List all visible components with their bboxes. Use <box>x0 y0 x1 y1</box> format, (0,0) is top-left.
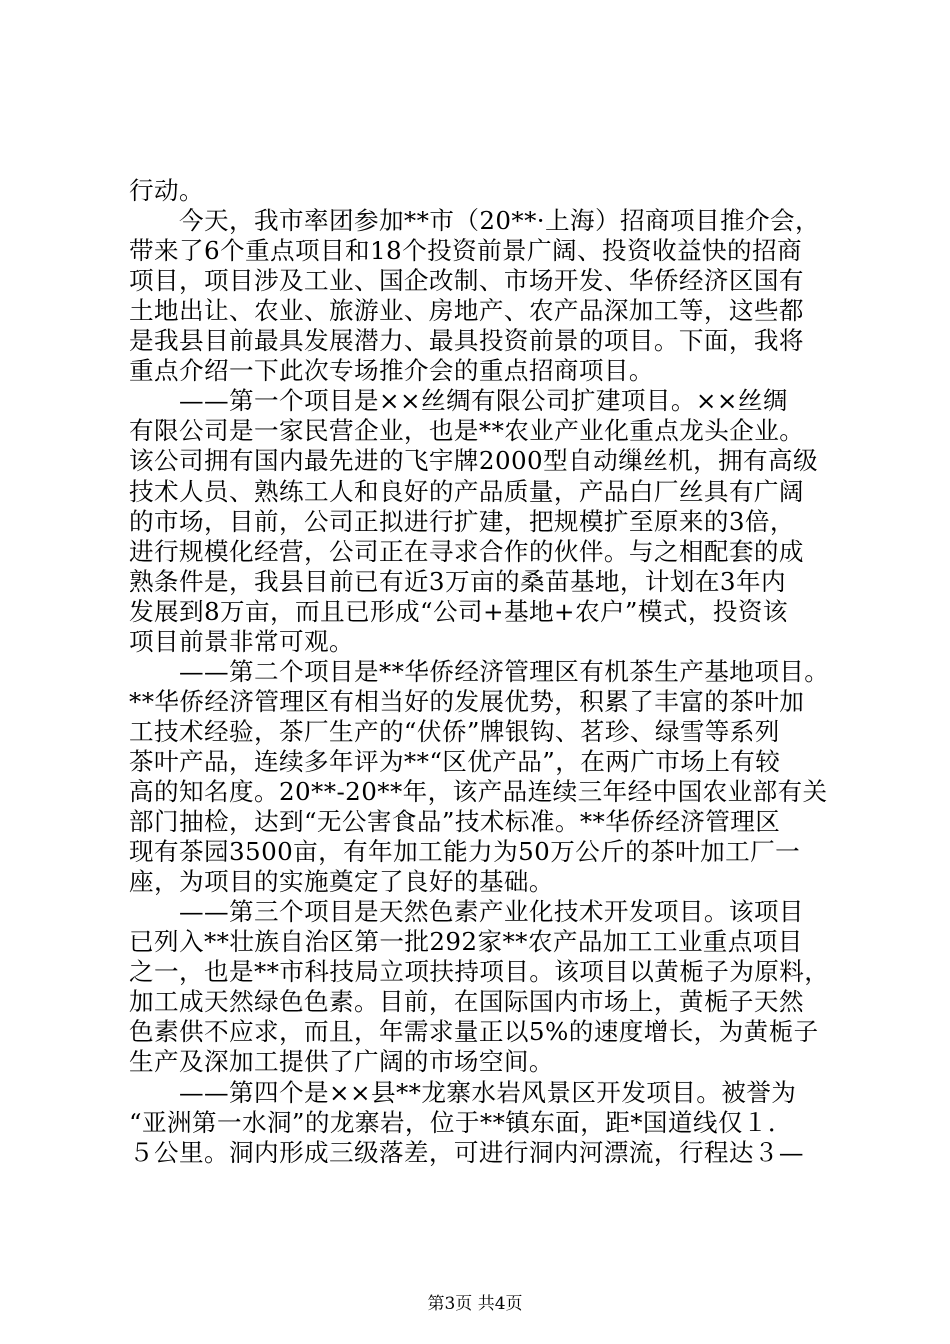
text-line: 技术人员、熟练工人和良好的产品质量，产品白厂丝具有广阔 <box>129 477 804 506</box>
text-line: 发展到8万亩，而且已形成“公司+基地+农户”模式，投资该 <box>129 597 788 626</box>
text-line: 座，为项目的实施奠定了良好的基础。 <box>129 867 554 896</box>
text-line: 工技术经验，茶厂生产的“伏侨”牌银钩、茗珍、绿雪等系列 <box>129 717 780 746</box>
text-line: 茶叶产品，连续多年评为**“区优产品”，在两广市场上有较 <box>129 747 781 776</box>
text-line: 进行规模化经营，公司正在寻求合作的伙伴。与之相配套的成 <box>129 537 804 566</box>
text-line: 带来了6个重点项目和18个投资前景广阔、投资收益快的招商 <box>129 236 802 265</box>
text-line: 熟条件是，我县目前已有近3万亩的桑苗基地，计划在3年内 <box>129 567 786 596</box>
text-line: 色素供不应求，而且，年需求量正以5%的速度增长，为黄栀子 <box>129 1017 819 1046</box>
text-line: 有限公司是一家民营企业，也是**农业产业化重点龙头企业。 <box>129 416 805 445</box>
text-line: 项目，项目涉及工业、国企改制、市场开发、华侨经济区国有 <box>129 266 804 295</box>
text-line: 之一，也是**市科技局立项扶持项目。该项目以黄栀子为原料， <box>129 957 830 986</box>
text-line: 该公司拥有国内最先进的飞宇牌2000型自动缫丝机，拥有高级 <box>129 446 819 475</box>
text-line: 行动。 <box>129 176 204 205</box>
text-line: “亚洲第一水洞”的龙寨岩，位于**镇东面，距*国道线仅１． <box>129 1108 793 1137</box>
page-footer: 第3页 共4页 <box>427 1294 523 1314</box>
text-line: 土地出让、农业、旅游业、房地产、农产品深加工等，这些都 <box>129 296 804 325</box>
text-line: ——第四个是××县**龙寨水岩风景区开发项目。被誉为 <box>129 1078 797 1107</box>
text-line: 是我县目前最具发展潜力、最具投资前景的项目。下面，我将 <box>129 326 804 355</box>
text-line: ——第三个项目是天然色素产业化技术开发项目。该项目 <box>129 897 804 926</box>
text-line: 项目前景非常可观。 <box>129 627 354 656</box>
text-line: 的市场，目前，公司正拟进行扩建，把规模扩至原来的3倍， <box>129 507 795 536</box>
text-line: 加工成天然绿色色素。目前，在国际国内市场上，黄栀子天然 <box>129 987 804 1016</box>
text-line: ——第二个项目是**华侨经济管理区有机茶生产基地项目。 <box>129 657 830 686</box>
text-line: 高的知名度。20**-20**年，该产品连续三年经中国农业部有关 <box>129 777 828 806</box>
text-line: 已列入**壮族自治区第一批292家**农产品加工工业重点项目 <box>129 927 803 956</box>
text-line: 现有茶园3500亩，有年加工能力为50万公斤的茶叶加工厂一 <box>129 837 801 866</box>
text-line: ——第一个项目是××丝绸有限公司扩建项目。××丝绸 <box>129 386 788 415</box>
text-line: 今天，我市率团参加**市（20**·上海）招商项目推介会， <box>129 206 820 235</box>
text-line: ５公里。洞内形成三级落差，可进行洞内河漂流，行程达３— <box>129 1138 804 1167</box>
text-line: 部门抽检，达到“无公害食品”技术标准。**华侨经济管理区 <box>129 807 781 836</box>
text-line: 生产及深加工提供了广阔的市场空间。 <box>129 1047 554 1076</box>
text-line: **华侨经济管理区有相当好的发展优势，积累了丰富的茶叶加 <box>129 687 805 716</box>
text-line: 重点介绍一下此次专场推介会的重点招商项目。 <box>129 356 654 385</box>
